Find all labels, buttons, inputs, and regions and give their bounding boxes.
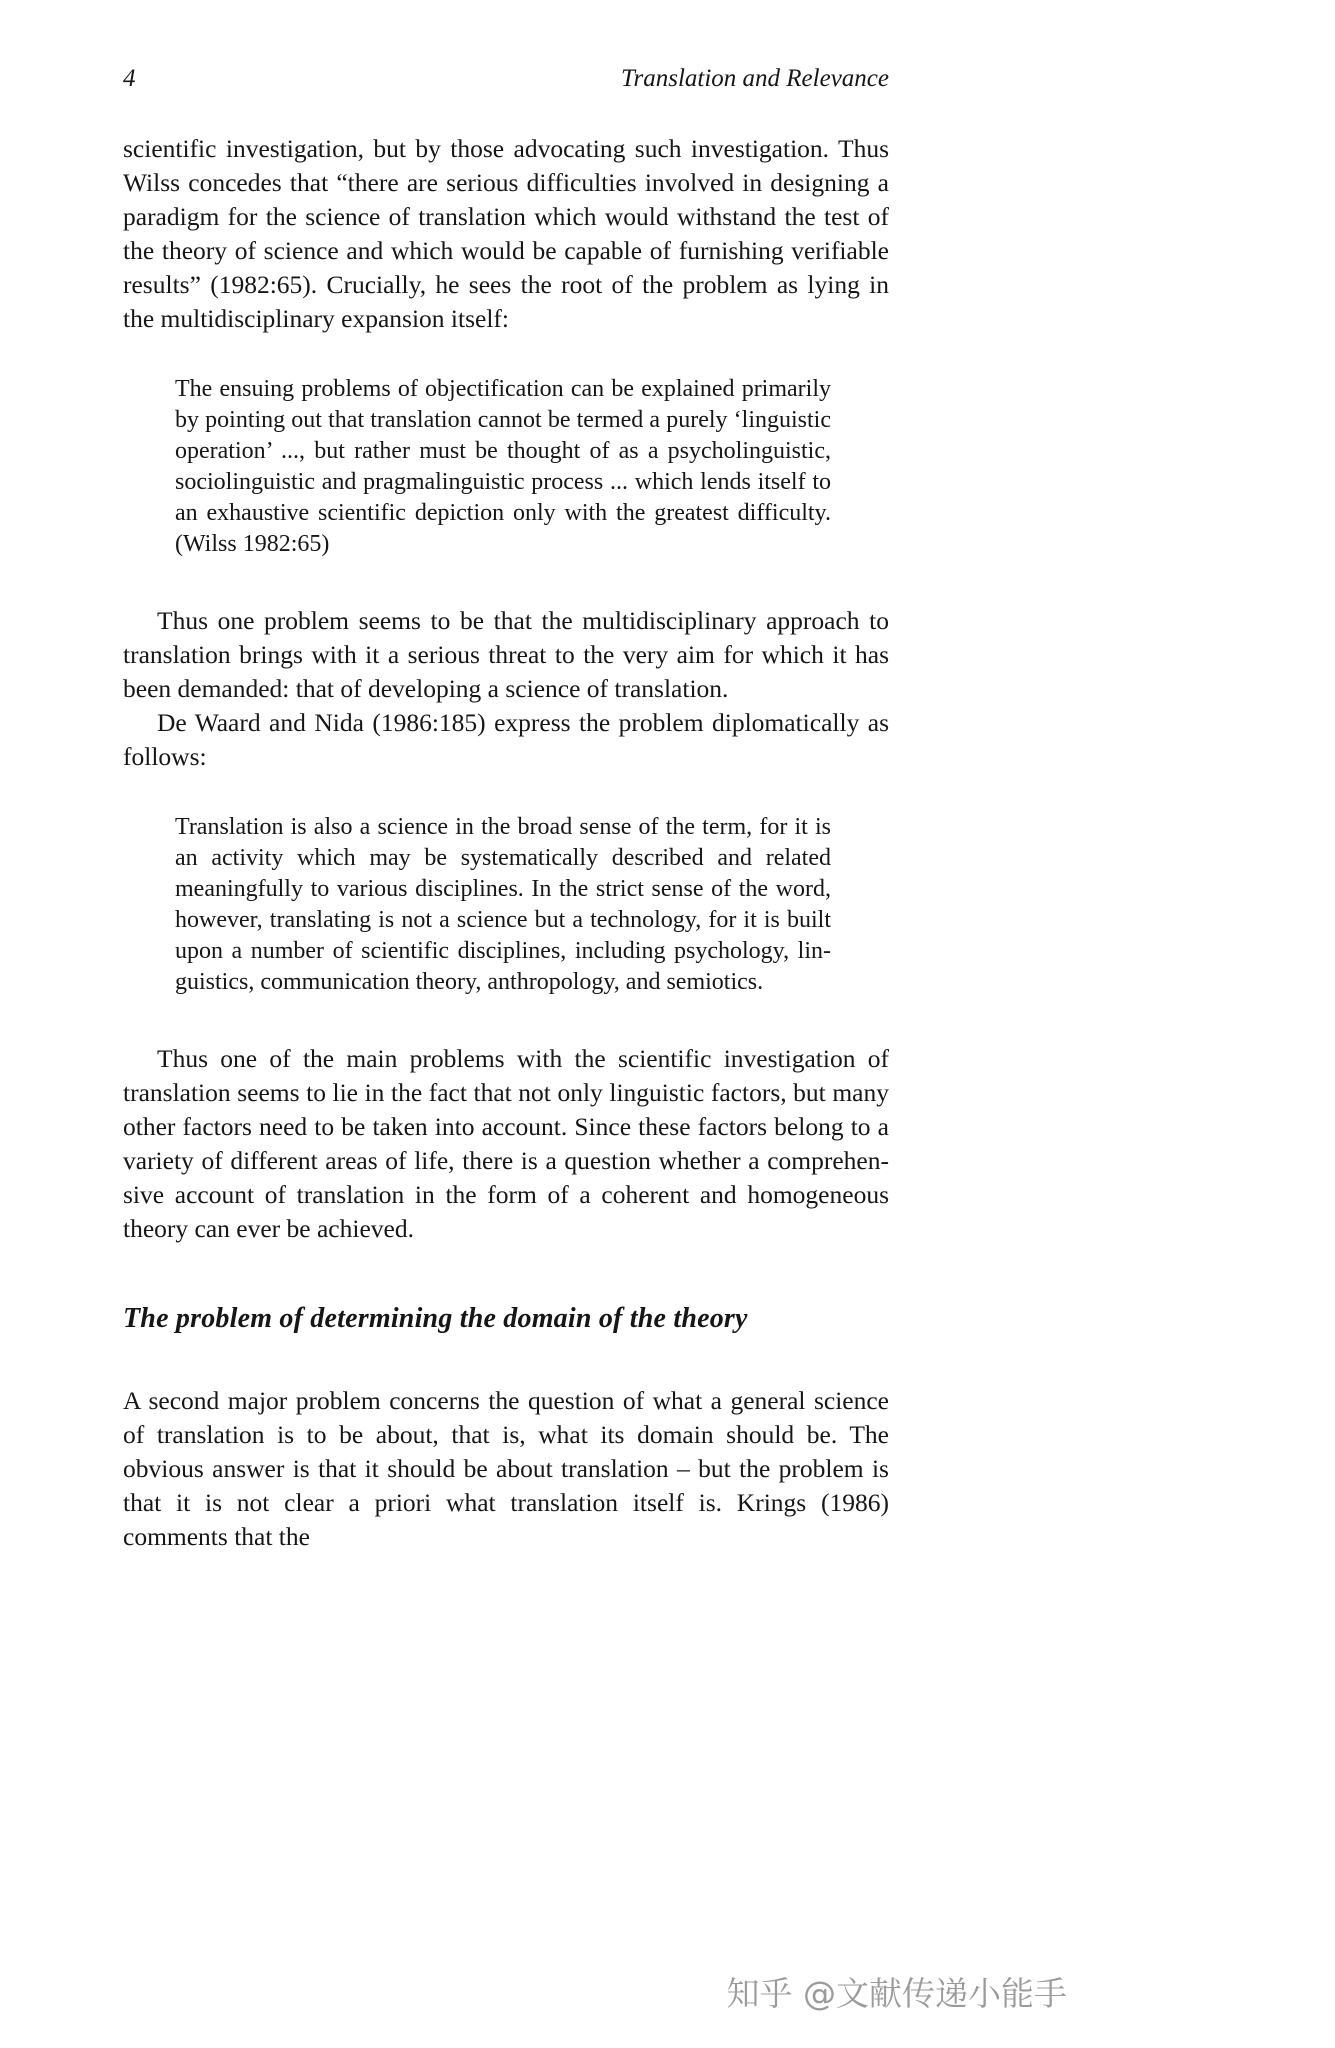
paragraph-3: De Waard and Nida (1986:185) express the problem diplomatically as follows: bbox=[123, 708, 889, 771]
block-quote-dewaard-nida: Translation is also a science in the broad sense of the term, for it is an activity which may be systematically described and related meaningfully to various disciplines. In the strict sense of the word, however, translating is not a science but a technology, for it is built upon a number of scientific disciplines, including psychology, linguistics, communication theory, anthropology, and semiotics. bbox=[175, 814, 831, 995]
watermark-text: 知乎 @文献传递小能手 bbox=[726, 1974, 1067, 2013]
running-header bbox=[123, 64, 889, 94]
page-number: 4 bbox=[123, 65, 136, 92]
paragraph-4: Thus one of the main problems with the scientific investigation of translation seems to lie in the fact that not only linguistic factors, but many other factors need to be taken into account. Since these factors belong to a variety of different areas of life, there is a question whether a comprehensive account of translation in the form of a coherent and homogeneous theory can ever be achieved. bbox=[123, 1044, 889, 1243]
paragraph-2: Thus one problem seems to be that the multidisciplinary approach to translation brings with it a serious threat to the very aim for which it has been demanded: that of developing a science of translation. bbox=[123, 606, 889, 703]
paragraph-1: scientific investigation, but by those advocating such investigation. Thus Wilss concedes that “there are serious difficulties involved in designing a paradigm for the science of translation which would withstand the test of the theory of science and which would be capable of furnishing verifiable results” (1982:65). Crucially, he sees the root of the problem as lying in the multidisciplinary expansion itself: bbox=[123, 134, 889, 333]
page-content bbox=[123, 132, 889, 1554]
section-heading: The problem of determining the domain of the theory bbox=[123, 1303, 748, 1334]
block-quote-wilss: The ensuing problems of objectification can be explained primarily by pointing out that translation cannot be termed a purely ‘linguistic operation’ ..., but rather must be thought of as a psycholinguistic, sociolinguistic and pragmalinguistic process ... which lends itself to an exhaustive scientific depiction only with the greatest difficulty. (Wilss 1982:65) bbox=[175, 376, 831, 557]
book-title: Translation and Relevance bbox=[620, 65, 889, 92]
paragraph-5: A second major problem concerns the question of what a general science of translation is to be about, that is, what its domain should be. The obvious answer is that it should be about translation – but the problem is that it is not clear a priori what translation itself is. Krings (1986) comments that the bbox=[123, 1386, 889, 1551]
book-page bbox=[123, 0, 889, 1554]
